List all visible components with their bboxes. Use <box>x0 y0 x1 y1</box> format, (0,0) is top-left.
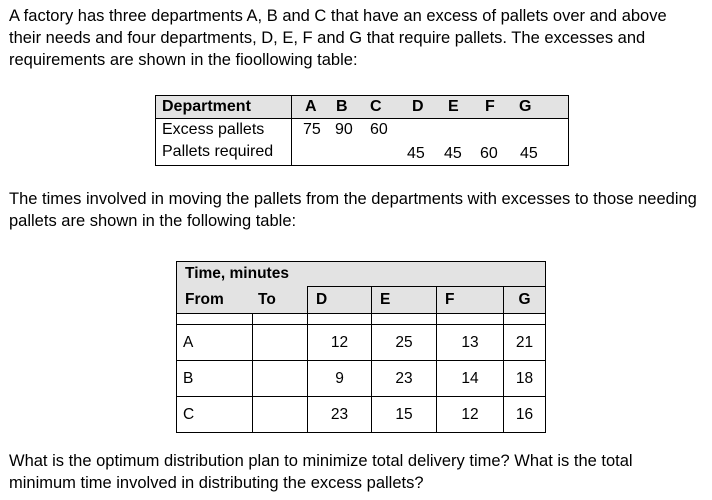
required-e: 45 <box>444 145 462 162</box>
time-table-title: Time, minutes <box>177 262 546 287</box>
dept-e: E <box>448 98 459 115</box>
time-cell: 18 <box>504 361 546 397</box>
pallet-table <box>155 95 569 166</box>
time-cell: 16 <box>504 397 546 433</box>
time-cell: 9 <box>308 361 372 397</box>
dept-c: C <box>370 98 382 115</box>
department-letters <box>292 96 568 118</box>
required-d: 45 <box>407 145 425 162</box>
dept-g: G <box>519 98 532 115</box>
to-header: To <box>252 287 308 314</box>
required-g: 45 <box>520 145 538 162</box>
pallet-table-header-row <box>156 96 569 119</box>
time-cell: 23 <box>372 361 437 397</box>
dest-header-g: G <box>504 287 546 314</box>
time-cell: 23 <box>308 397 372 433</box>
middle-paragraph: The times involved in moving the pallets from the departments with excesses to those needing pallets are shown in the following table: <box>9 190 697 230</box>
time-cell: 13 <box>437 325 504 361</box>
time-cell: 12 <box>437 397 504 433</box>
intro-paragraph: A factory has three departments A, B and C that have an excess of pallets over and above their needs and four departments, D, E, F and G that require pallets. The excesses and requirements are shown in the fioollowing table: <box>9 7 667 69</box>
required-f: 60 <box>480 145 498 162</box>
table-row <box>177 361 546 397</box>
table-row <box>177 397 546 433</box>
time-cell: 21 <box>504 325 546 361</box>
time-cell: 15 <box>372 397 437 433</box>
excess-b: 90 <box>335 121 353 138</box>
time-table <box>176 261 546 433</box>
pallet-table-body-row <box>156 119 569 166</box>
dept-a: A <box>305 98 317 115</box>
required-label: Pallets required <box>162 143 274 160</box>
pallet-values <box>292 119 568 165</box>
source-cell: A <box>177 325 253 361</box>
time-table-title-row <box>177 262 546 287</box>
department-header: Department <box>156 96 292 119</box>
from-header: From <box>177 287 253 314</box>
time-cell: 25 <box>372 325 437 361</box>
time-table-spacer-row <box>177 314 546 325</box>
excess-label: Excess pallets <box>162 121 265 138</box>
dest-header-e: E <box>372 287 437 314</box>
dept-b: B <box>336 98 348 115</box>
question-paragraph: What is the optimum distribution plan to minimize total delivery time? What is the total minimum time involved in distributing the excess pallets? <box>9 452 633 492</box>
source-cell: B <box>177 361 253 397</box>
time-cell: 14 <box>437 361 504 397</box>
time-cell: 12 <box>308 325 372 361</box>
table-row <box>177 325 546 361</box>
dest-header-d: D <box>308 287 372 314</box>
source-cell: C <box>177 397 253 433</box>
dept-f: F <box>485 98 495 115</box>
dest-header-f: F <box>437 287 504 314</box>
excess-c: 60 <box>370 121 388 138</box>
dept-d: D <box>412 98 424 115</box>
excess-a: 75 <box>303 121 321 138</box>
time-table-header-row <box>177 287 546 314</box>
